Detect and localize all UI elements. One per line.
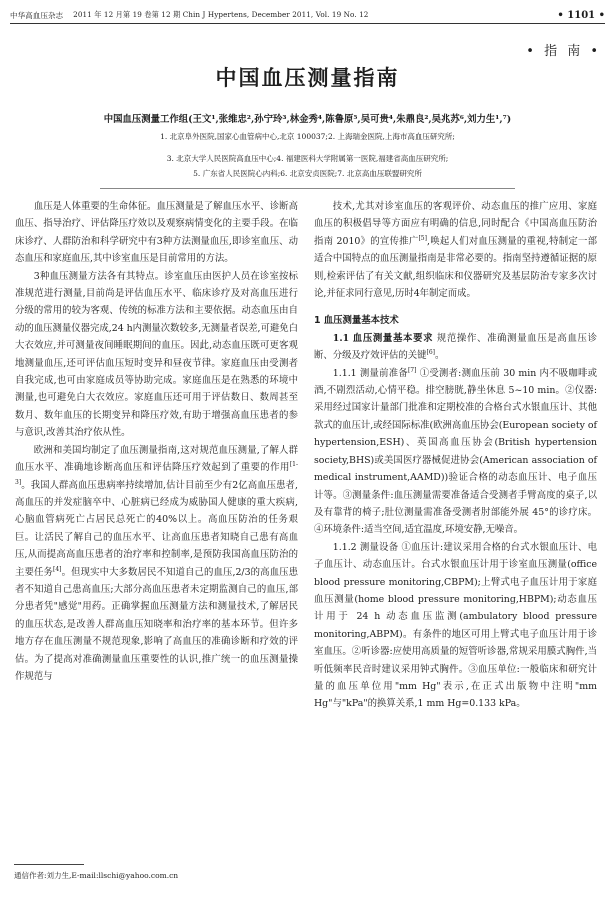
- affiliation-line: 1. 北京阜外医院,国家心血管病中心,北京 100037;2. 上海瑞金医院,上海市高血压研究所;: [160, 132, 455, 141]
- paragraph-text: 。但现实中大多数居民不知道自己的血压,2/3的高血压患者不知道自己患高血压;大部分高血压患者未定期监测自己的血压,部分患者凭"感觉"用药。正确掌握血压测量方法和测量技术,了解居民的血压状态,是改善人群高血压知晓率和治疗率的基本环节。但许多地方存在血压测量不规范现象,影响了高血压的准确诊断和疗效的评估。为了提高对准确测量血压重要性的认识,推广统一的血压测量操作规范与: [15, 566, 298, 682]
- citation-ref: [6]: [426, 349, 436, 357]
- subsection-paragraph: [314, 539, 597, 713]
- citation-ref: [4]: [52, 565, 62, 573]
- affiliation-line: 3. 北京大学人民医院高血压中心;4. 福建医科大学附属第一医院,福建省高血压研究所;: [166, 154, 449, 163]
- article-title: 中国血压测量指南: [215, 66, 400, 90]
- citation-ref: [7]: [407, 366, 417, 374]
- running-header: [10, 8, 605, 22]
- page-number: • 1101 •: [557, 9, 605, 21]
- footnote-divider: [14, 864, 84, 865]
- subsection-paragraph: [314, 365, 597, 539]
- paragraph: [314, 198, 597, 302]
- journal-citation: 2011 年 12 月第 19 卷第 12 期 Chin J Hypertens, December 2011, Vol. 19 No. 12: [73, 10, 369, 19]
- author-list: 中国血压测量工作组(王文¹,张维忠²,孙宁玲³,林金秀⁴,陈鲁原⁵,吴可贵⁴,朱鼎良²,吴兆苏⁶,刘力生¹,⁷): [103, 114, 512, 125]
- subsection-number: 1.1.2: [332, 541, 357, 553]
- left-column: [15, 198, 298, 848]
- paragraph-text: 。: [435, 350, 445, 362]
- paragraph: 血压是人体重要的生命体征。血压测量是了解血压水平、诊断高血压、指导治疗、评估降压疗效以及观察病情变化的主要手段。在临床诊疗、人群防治和科学研究中有3种方法测量血压,即诊室血压、动态血压和家庭血压,其中诊室血压是目前常用的方法。: [15, 201, 298, 265]
- citation-ref: [5]: [418, 234, 427, 242]
- journal-name: 中华高血压杂志: [10, 10, 64, 20]
- paragraph-text: 欧洲和美国均制定了血压测量指南,这对规范血压测量,了解人群血压水平、准确地诊断高血压和评估降压疗效起到了重要的作用: [15, 444, 298, 474]
- subsection-title: 测量前准备: [359, 367, 408, 379]
- paragraph: [15, 442, 298, 686]
- subsection-title: 测量设备: [359, 541, 399, 553]
- right-column: [314, 198, 597, 848]
- section-tag: • 指 南 •: [526, 44, 601, 59]
- paragraph-text: ,唤起人们对血压测量的重视,特制定一部适合中国特点的血压测量指南是非常必要的。指南坚持遵循证据的原则,检索评估了有关文献,组织临床和仪器研究及基层防治专家多次讨论,并征求同行意见,历时4年制定而成。: [314, 235, 597, 300]
- section-heading: 1 血压测量基本技术: [314, 315, 399, 327]
- paragraph-text: 技术,尤其对诊室血压的客观评价、动态血压的推广应用、家庭血压的积极倡导等方面应有明确的信息,同时配合《中国高血压防治指南 2010》的宣传推广: [314, 201, 597, 247]
- paragraph-text: 规范操作、准确测量血压是高血压诊断、分级及疗效评估的关键: [314, 332, 597, 362]
- affiliation-line: 5. 广东省人民医院心内科;6. 北京安贞医院;7. 北京高血压联盟研究所: [193, 169, 422, 178]
- paragraph-text: ①血压计:建议采用合格的台式水银血压计、电子血压计、动态血压计。台式水银血压计用于诊室血压测量(office blood pressure monitoring,CBPM);上臂式电子血压计用于家庭血压测量(home blood pressure monitoring,HBPM);动态血压计用于 24 h 动态血压监测(ambulatory blood pressure monitoring,ABPM)。有条件的地区可用上臂式电子血压计用于诊室血压。②听诊器:应使用高质量的短管听诊器,常规采用膜式胸件,当听低频率民音时建议采用钟式胸件。③血压单位:一般临床和研究计量的血压单位用"mm Hg"表示,在正式出版物中注明"mm Hg"与"kPa"的换算关系,1 mm Hg=0.133 kPa。: [314, 541, 597, 710]
- header-divider: [10, 23, 605, 24]
- subsection-paragraph: [314, 330, 597, 365]
- paragraph: 3种血压测量方法各有其特点。诊室血压由医护人员在诊室按标准规范进行测量,目前尚是评估血压水平、临床诊疗及对高血压进行分级的常用的较为客观、传统的标准方法和主要依据。动态血压由自动的血压测量仪器完成,24 h内测量次数较多,无测量者误差,可避免白大衣效应,并可测量夜间睡眠期间的血压。因此,动态血压既可更客观地测量血压,还可评估血压短时变异和昼夜节律。家庭血压由受测者自我完成,也可由家庭成员等协助完成。家庭血压是在熟悉的环境中测量,也可避免白大衣效应。家庭血压还可用于评估数日、数周甚至数月、数年血压的长期变异和降压疗效,有助于增强高血压患者的参与意识,改善其治疗依从性。: [15, 270, 299, 439]
- paragraph-text: 。我国人群高血压患病率持续增加,估计目前至少有2亿高血压患者,高血压的并发症脑卒中、心脏病已经成为威胁国人健康的重大疾病,心脑血管病死亡占居民总死亡的40%以上。高血压防治的任务艰巨。让活民了解自己的血压水平、让高血压患者知晓自己患有高血压,从而提高高血压患者的治疗率和控制率,是预防我国高血压防治的主要任务: [15, 479, 298, 578]
- affiliation-divider: [100, 188, 515, 189]
- paragraph-text: ①受测者:测血压前 30 min 内不吸咖啡或酒,不剧烈活动,心情平稳。排空膀胱,静坐休息 5~10 min。②仪器:采用经过国家计量部门批准和定期校准的合格台式水银血压计、其他款式的血压计,或经国际标准(欧洲高血压协会(European society of hypertension,ESH)、英国高血压协会(British hypertension society,BHS)或美国医疗器械促进协会(American association of medical instrument,AAMD))验证合格的动态血压计、电子血压计等。③测量条件:血压测量需要准备适合受测者手臂高度的桌子,以及有靠背的椅子;肚位测量需准备受测者肘部能外展 45°的诊疗床。④环境条件:适当空间,适宜温度,环境安静,无噪音。: [314, 367, 597, 536]
- corresponding-author: 通信作者:刘力生,E-mail:llschi@yahoo.com.cn: [14, 871, 179, 880]
- subsection-number: 1.1.1: [332, 367, 357, 379]
- citation-ref: [1-3]: [15, 460, 298, 486]
- subsection-title: 血压测量基本要求: [352, 332, 434, 344]
- subsection-number: 1.1: [332, 332, 350, 344]
